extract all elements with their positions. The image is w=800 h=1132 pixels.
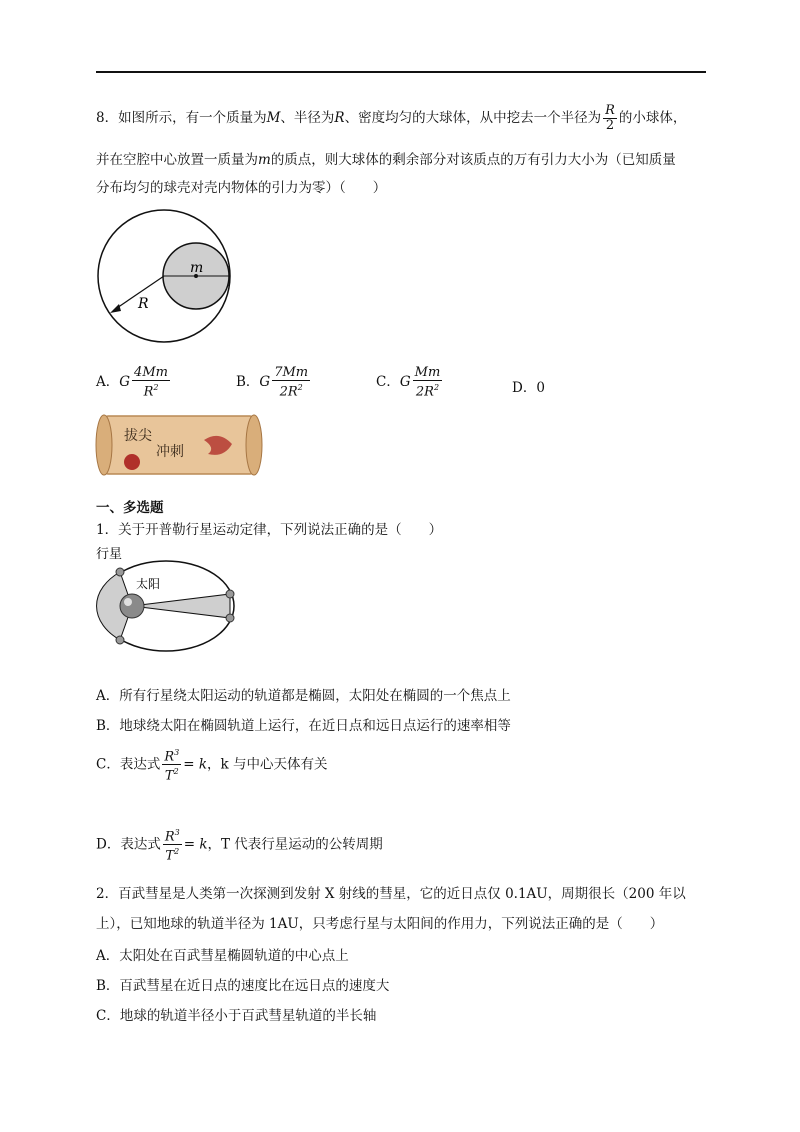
expr-fraction <box>163 826 182 864</box>
q8-line3: 分布均匀的球壳对壳内物体的引力为零）（ ） <box>96 180 387 196</box>
den-text: T <box>164 768 174 784</box>
q1-option-a[interactable]: A．所有行星绕太阳运动的轨道都是椭圆，太阳处在椭圆的一个焦点上 <box>96 688 511 704</box>
q8-text: 、密度均匀的大球体，从中挖去一个半径为 <box>344 110 602 126</box>
q8-var-m: m <box>258 152 271 168</box>
label-m: m <box>190 260 204 276</box>
q8-text: 的质点，则大球体的剩余部分对该质点的万有引力大小为（已知质量 <box>270 152 676 168</box>
banner-text-1: 拔尖 <box>124 428 152 444</box>
scroll-right-roll <box>246 415 262 475</box>
exponent: 3 <box>174 828 180 837</box>
option-label: C． <box>376 374 400 391</box>
label-R: R <box>138 296 149 312</box>
q2-line1: 2．百武彗星是人类第一次探测到发射 X 射线的彗星，它的近日点仅 0.1AU，周期很长（200 年以 <box>96 886 686 902</box>
frac-den <box>142 381 161 399</box>
q8-text: 、半径为 <box>280 110 335 126</box>
den-text: 2R <box>415 384 434 400</box>
q1-option-b[interactable]: B．地球绕太阳在椭圆轨道上运行，在近日点和远日点运行的速率相等 <box>96 718 511 734</box>
q2-option-a[interactable]: A．太阳处在百武彗星椭圆轨道的中心点上 <box>96 948 349 964</box>
exponent: 2 <box>153 383 159 392</box>
q8-text: 8．如图所示，有一个质量为 <box>96 110 267 126</box>
q8-option-b[interactable] <box>236 366 312 399</box>
header-rule <box>96 71 706 73</box>
q2-option-b[interactable]: B．百武彗星在近日点的速度比在远日点的速度大 <box>96 978 390 994</box>
q8-var-M: M <box>266 110 281 126</box>
scroll-left-roll <box>96 415 112 475</box>
num-text: R <box>164 749 175 765</box>
q8-fraction <box>603 104 617 133</box>
frac-den <box>278 381 305 399</box>
label-planet: 行星 <box>96 547 123 562</box>
option-label: B． <box>236 374 260 391</box>
exponent: 3 <box>174 748 180 757</box>
frac-num: 7Mm <box>274 365 309 380</box>
seal-icon <box>124 454 140 470</box>
option-label: A． <box>96 374 120 391</box>
q8-text: 并在空腔中心放置一质量为 <box>96 152 258 168</box>
planet-icon <box>226 590 234 598</box>
q1-stem: 1．关于开普勒行星运动定律，下列说法正确的是（ ） <box>96 522 443 538</box>
frac-den <box>414 381 441 399</box>
q8-var-R: R <box>334 110 345 126</box>
frac-num <box>163 826 182 845</box>
q8-option-d[interactable]: D．0 <box>512 380 545 396</box>
den-text: 2R <box>279 384 298 400</box>
q8-option-a[interactable] <box>96 366 172 399</box>
section-title: 一、多选题 <box>96 500 164 516</box>
sun-icon <box>120 594 144 618</box>
q1-option-d[interactable] <box>96 826 383 864</box>
q8-option-c[interactable] <box>376 366 444 399</box>
frac-num <box>162 746 181 765</box>
num-text: R <box>164 829 175 845</box>
scroll-banner-icon <box>94 410 264 480</box>
planet-icon <box>116 568 124 576</box>
option-text: ，T 代表行星运动的公转周期 <box>207 836 383 853</box>
q2-line2: 上），已知地球的轨道半径为 1AU，只考虑行星与太阳间的作用力，下列说法正确的是（ ） <box>96 916 664 932</box>
swept-area-right <box>132 594 230 618</box>
q1-option-c[interactable] <box>96 746 328 784</box>
q8-sphere-figure <box>94 208 244 348</box>
expr-eq: = k <box>183 836 208 853</box>
q8-line1 <box>96 104 686 133</box>
label-sun: 太阳 <box>136 577 161 591</box>
frac-den <box>163 765 181 783</box>
frac-num: Mm <box>414 365 441 380</box>
banner-text-2: 冲刺 <box>156 444 184 460</box>
exponent: 2 <box>173 767 179 777</box>
planet-icon <box>116 636 124 644</box>
exponent: 2 <box>297 383 303 392</box>
planet-icon <box>226 614 234 622</box>
q1-kepler-figure <box>94 544 254 674</box>
frac-den <box>163 845 181 863</box>
const-G: G <box>259 374 271 391</box>
option-text: ，k 与中心天体有关 <box>207 756 328 773</box>
option-fraction <box>413 366 443 399</box>
option-fraction <box>132 366 170 399</box>
option-fraction <box>272 366 310 399</box>
den-text: T <box>165 848 175 864</box>
frac-den: 2 <box>605 118 615 133</box>
frac-num: 4Mm <box>134 365 168 380</box>
arrow-head-icon <box>110 304 121 313</box>
const-G: G <box>399 374 411 391</box>
option-text: D．表达式 <box>96 836 161 853</box>
q2-option-c[interactable]: C．地球的轨道半径小于百武彗星轨道的半长轴 <box>96 1008 377 1024</box>
option-text: C．表达式 <box>96 756 161 773</box>
den-text: R <box>143 384 154 400</box>
q8-text: 的小球体， <box>618 110 687 126</box>
exponent: 2 <box>433 383 440 392</box>
expr-fraction <box>162 746 181 784</box>
expr-eq: = k <box>183 756 208 773</box>
sun-highlight <box>124 598 132 606</box>
const-G: G <box>119 374 131 391</box>
q8-line2 <box>96 150 676 170</box>
frac-num: R <box>605 103 615 118</box>
exponent: 2 <box>174 847 180 857</box>
